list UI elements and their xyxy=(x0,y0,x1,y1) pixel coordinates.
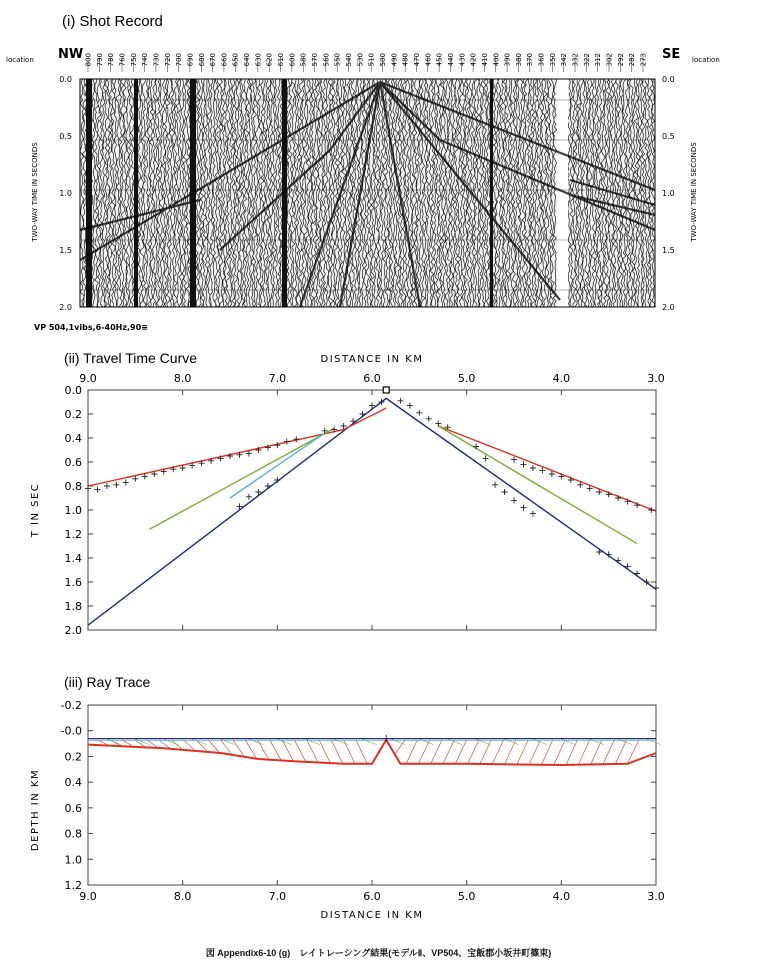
y-tick-label: 2.0 xyxy=(64,624,82,637)
seismogram-traces xyxy=(80,79,655,307)
ray-path xyxy=(529,740,540,765)
station-label: 410 xyxy=(480,53,489,67)
ray-path xyxy=(468,740,479,764)
x-tick-label: 8.0 xyxy=(173,890,192,903)
time-tick-label: 1.0 xyxy=(59,189,72,198)
y-tick-label: 0.6 xyxy=(64,456,82,469)
station-label: 640 xyxy=(243,53,252,67)
y-tick-label: 0.8 xyxy=(64,480,82,493)
station-label: 420 xyxy=(469,53,478,67)
ray-path xyxy=(615,740,626,764)
station-label: 530 xyxy=(356,53,365,67)
y-tick-label: 1.6 xyxy=(64,576,82,589)
time-axis-right xyxy=(662,75,675,312)
time-axis-title-right: TWO-WAY TIME IN SECONDS xyxy=(690,142,698,242)
ray-path xyxy=(418,740,429,764)
travel-time-curve xyxy=(438,426,637,544)
location-label-left: location xyxy=(6,56,34,64)
observed-arrival-point xyxy=(511,457,517,463)
y-tick-label: 1.2 xyxy=(64,528,82,541)
y-tick-label: 0.4 xyxy=(64,776,82,790)
y-tick-label: 0.2 xyxy=(64,750,82,764)
time-tick-label: 0.0 xyxy=(59,75,72,84)
ray-path xyxy=(294,740,305,762)
travel-time-curve xyxy=(438,426,656,511)
x-tick-label: 4.0 xyxy=(552,372,571,385)
observed-arrival-point xyxy=(265,483,271,489)
station-label: 380 xyxy=(514,53,523,67)
travel-time-curves xyxy=(88,387,656,625)
x-tick-label: 6.0 xyxy=(363,890,381,903)
station-label: 400 xyxy=(492,53,501,67)
observed-arrival-point xyxy=(104,483,110,489)
observed-arrival-point xyxy=(113,482,119,488)
right-side-label: SE xyxy=(662,47,681,62)
ray-trace-panel xyxy=(0,670,757,940)
plot-frame xyxy=(88,705,656,885)
time-tick-label: 1.5 xyxy=(59,246,72,255)
x-tick-label: 5.0 xyxy=(457,372,476,385)
station-label: 650 xyxy=(231,53,240,67)
station-label: 570 xyxy=(311,53,320,67)
observed-arrival-point xyxy=(407,403,413,409)
station-label: 560 xyxy=(322,53,331,67)
station-label: 600 xyxy=(288,53,297,67)
time-tick-label: 0.0 xyxy=(662,75,675,84)
observed-arrival-point xyxy=(397,398,403,404)
station-label: 610 xyxy=(277,53,286,67)
observed-arrival-point xyxy=(625,563,631,569)
station-label: 332 xyxy=(571,53,580,67)
shot-record-heading: (i) Shot Record xyxy=(62,13,163,30)
travel-time-curve xyxy=(150,428,335,529)
y-tick-label: 0.8 xyxy=(64,827,82,841)
ray-path xyxy=(233,740,244,757)
observed-arrival-point xyxy=(473,443,479,449)
dead-trace-band xyxy=(490,79,493,307)
ray-path xyxy=(331,740,342,764)
left-side-label: NW xyxy=(58,47,84,62)
x-tick-label: 3.0 xyxy=(647,890,665,903)
observed-arrival-point xyxy=(246,494,252,500)
x-tick-label: 7.0 xyxy=(268,372,287,385)
station-label: 350 xyxy=(548,53,557,67)
station-label: 750 xyxy=(129,53,138,67)
y-tick-label: 0.4 xyxy=(64,432,82,445)
x-tick-label: 9.0 xyxy=(79,372,97,385)
ray-path xyxy=(505,740,516,765)
station-label: 273 xyxy=(639,53,648,67)
ray-path xyxy=(270,740,281,761)
station-label: 510 xyxy=(367,53,376,67)
observed-arrival-point xyxy=(530,511,536,517)
station-label: 322 xyxy=(582,53,591,67)
station-label: 360 xyxy=(537,53,546,67)
observed-arrival-point xyxy=(520,461,526,467)
time-tick-label: 2.0 xyxy=(662,303,675,312)
time-tick-label: 0.5 xyxy=(662,132,675,141)
observed-arrival-point xyxy=(416,410,422,416)
y-tick-label: 1.0 xyxy=(64,853,82,867)
station-label: 730 xyxy=(152,53,161,67)
observed-arrival-point xyxy=(511,497,517,503)
dead-trace-band xyxy=(134,79,138,307)
y-tick-label: -0.2 xyxy=(60,699,82,712)
observed-arrival-point xyxy=(293,436,299,442)
time-tick-label: 2.0 xyxy=(59,303,72,312)
x-tick-label: 7.0 xyxy=(268,890,287,903)
ray-path xyxy=(245,740,256,759)
time-axis-left xyxy=(59,75,72,312)
ray-trace-x-title: DISTANCE IN KM xyxy=(320,910,424,921)
observed-arrival-point xyxy=(360,411,366,417)
station-label: 720 xyxy=(163,53,172,67)
ray-trace-heading: (iii) Ray Trace xyxy=(64,674,151,690)
time-axis-title-left: TWO-WAY TIME IN SECONDS xyxy=(31,142,39,242)
station-label: 800 xyxy=(84,53,93,67)
x-tick-label: 9.0 xyxy=(79,890,97,903)
ray-path xyxy=(554,740,565,765)
x-tick-label: 6.0 xyxy=(363,372,381,385)
ray-path xyxy=(319,740,330,763)
ray-path xyxy=(443,740,454,764)
station-label: 312 xyxy=(594,53,603,67)
station-label: 460 xyxy=(424,53,433,67)
observed-arrival-point xyxy=(502,489,508,495)
ray-path xyxy=(517,740,528,765)
observed-arrival-point xyxy=(615,557,621,563)
station-label: 580 xyxy=(299,53,308,67)
shot-point-marker xyxy=(383,387,389,393)
station-labels xyxy=(85,53,648,72)
travel-time-x-title: DISTANCE IN KM xyxy=(320,354,424,365)
station-label: 620 xyxy=(265,53,274,67)
ray-path xyxy=(480,740,491,764)
y-tick-label: 0.2 xyxy=(64,408,82,421)
station-label: 740 xyxy=(141,53,150,67)
travel-time-heading: (ii) Travel Time Curve xyxy=(64,350,198,366)
ray-path xyxy=(406,740,417,764)
dead-trace-band xyxy=(86,79,92,307)
station-label: 700 xyxy=(175,53,184,67)
velocity-model-layers xyxy=(88,735,656,765)
y-tick-label: 1.0 xyxy=(64,504,82,517)
station-label: 540 xyxy=(345,53,354,67)
observed-arrival-point xyxy=(568,477,574,483)
observed-arrival-point xyxy=(530,465,536,471)
plot-frame xyxy=(88,390,656,630)
station-label: 470 xyxy=(412,53,421,67)
station-label: 760 xyxy=(118,53,127,67)
station-label: 282 xyxy=(628,53,637,67)
observed-arrival-point xyxy=(634,571,640,577)
station-label: 292 xyxy=(616,53,625,67)
y-tick-label: 1.2 xyxy=(64,879,82,892)
observed-arrival-point xyxy=(483,455,489,461)
station-label: 342 xyxy=(560,53,569,67)
observed-arrival-point xyxy=(492,482,498,488)
station-label: 490 xyxy=(390,53,399,67)
station-label: 370 xyxy=(526,53,535,67)
ray-path xyxy=(257,740,268,760)
observed-arrival-point xyxy=(435,421,441,427)
observed-arrival-point xyxy=(284,439,290,445)
shot-record-panel xyxy=(0,0,757,340)
station-label: 430 xyxy=(458,53,467,67)
station-label: 680 xyxy=(197,53,206,67)
figure-caption: 図 Appendix6-10 (g) レイトレーシング結果(モデルⅡ、VP504、宝飯郡小坂井町篠束) xyxy=(205,948,552,958)
travel-time-curve xyxy=(88,398,656,625)
time-tick-label: 1.5 xyxy=(662,246,675,255)
ray-path xyxy=(603,740,614,764)
observed-arrival-point xyxy=(520,505,526,511)
ray-path xyxy=(356,740,367,764)
ray-path xyxy=(431,740,442,764)
travel-time-y-title: T IN SEC xyxy=(30,482,41,538)
x-tick-label: 3.0 xyxy=(647,372,665,385)
y-tick-label: 1.4 xyxy=(64,552,82,565)
station-label: 670 xyxy=(209,53,218,67)
station-label: 550 xyxy=(333,53,342,67)
station-label: 690 xyxy=(186,53,195,67)
ray-path xyxy=(541,740,552,765)
ray-path xyxy=(208,740,219,753)
ray-path xyxy=(566,740,577,765)
station-label: 630 xyxy=(254,53,263,67)
station-label: 480 xyxy=(401,53,410,67)
station-label: 302 xyxy=(605,53,614,67)
station-label: 660 xyxy=(220,53,229,67)
station-label: 790 xyxy=(95,53,104,67)
y-tick-label: 0.6 xyxy=(64,801,82,815)
station-label: 780 xyxy=(107,53,116,67)
y-tick-label: 0.0 xyxy=(64,384,82,397)
travel-time-panel xyxy=(0,340,757,680)
observed-arrival-point xyxy=(653,585,659,591)
ray-path xyxy=(455,740,466,764)
observed-arrival-point xyxy=(426,416,432,422)
ray-path xyxy=(492,740,503,764)
y-tick-label: -0.0 xyxy=(60,724,82,738)
station-label: 500 xyxy=(378,53,387,67)
travel-time-curve xyxy=(88,408,386,486)
observed-arrival-point xyxy=(94,487,100,493)
shot-record-footnote: VP 504,1vibs,6-40Hz,90≡ xyxy=(34,323,148,332)
location-label-right: location xyxy=(692,56,720,64)
station-label: 440 xyxy=(446,53,455,67)
station-label: 450 xyxy=(435,53,444,67)
y-tick-label: 1.8 xyxy=(64,600,82,613)
time-tick-label: 0.5 xyxy=(59,132,72,141)
x-tick-label: 8.0 xyxy=(173,372,192,385)
travel-time-axes xyxy=(65,372,665,637)
observed-arrival-point xyxy=(123,479,129,485)
x-tick-label: 4.0 xyxy=(552,890,571,903)
time-tick-label: 1.0 xyxy=(662,189,675,198)
ray-trace-axes xyxy=(61,699,665,903)
x-tick-label: 5.0 xyxy=(457,890,476,903)
ray-trace-y-title: DEPTH IN KM xyxy=(30,768,41,852)
refractor-interface xyxy=(88,740,656,765)
ray-path xyxy=(578,740,589,765)
station-label: 390 xyxy=(503,53,512,67)
